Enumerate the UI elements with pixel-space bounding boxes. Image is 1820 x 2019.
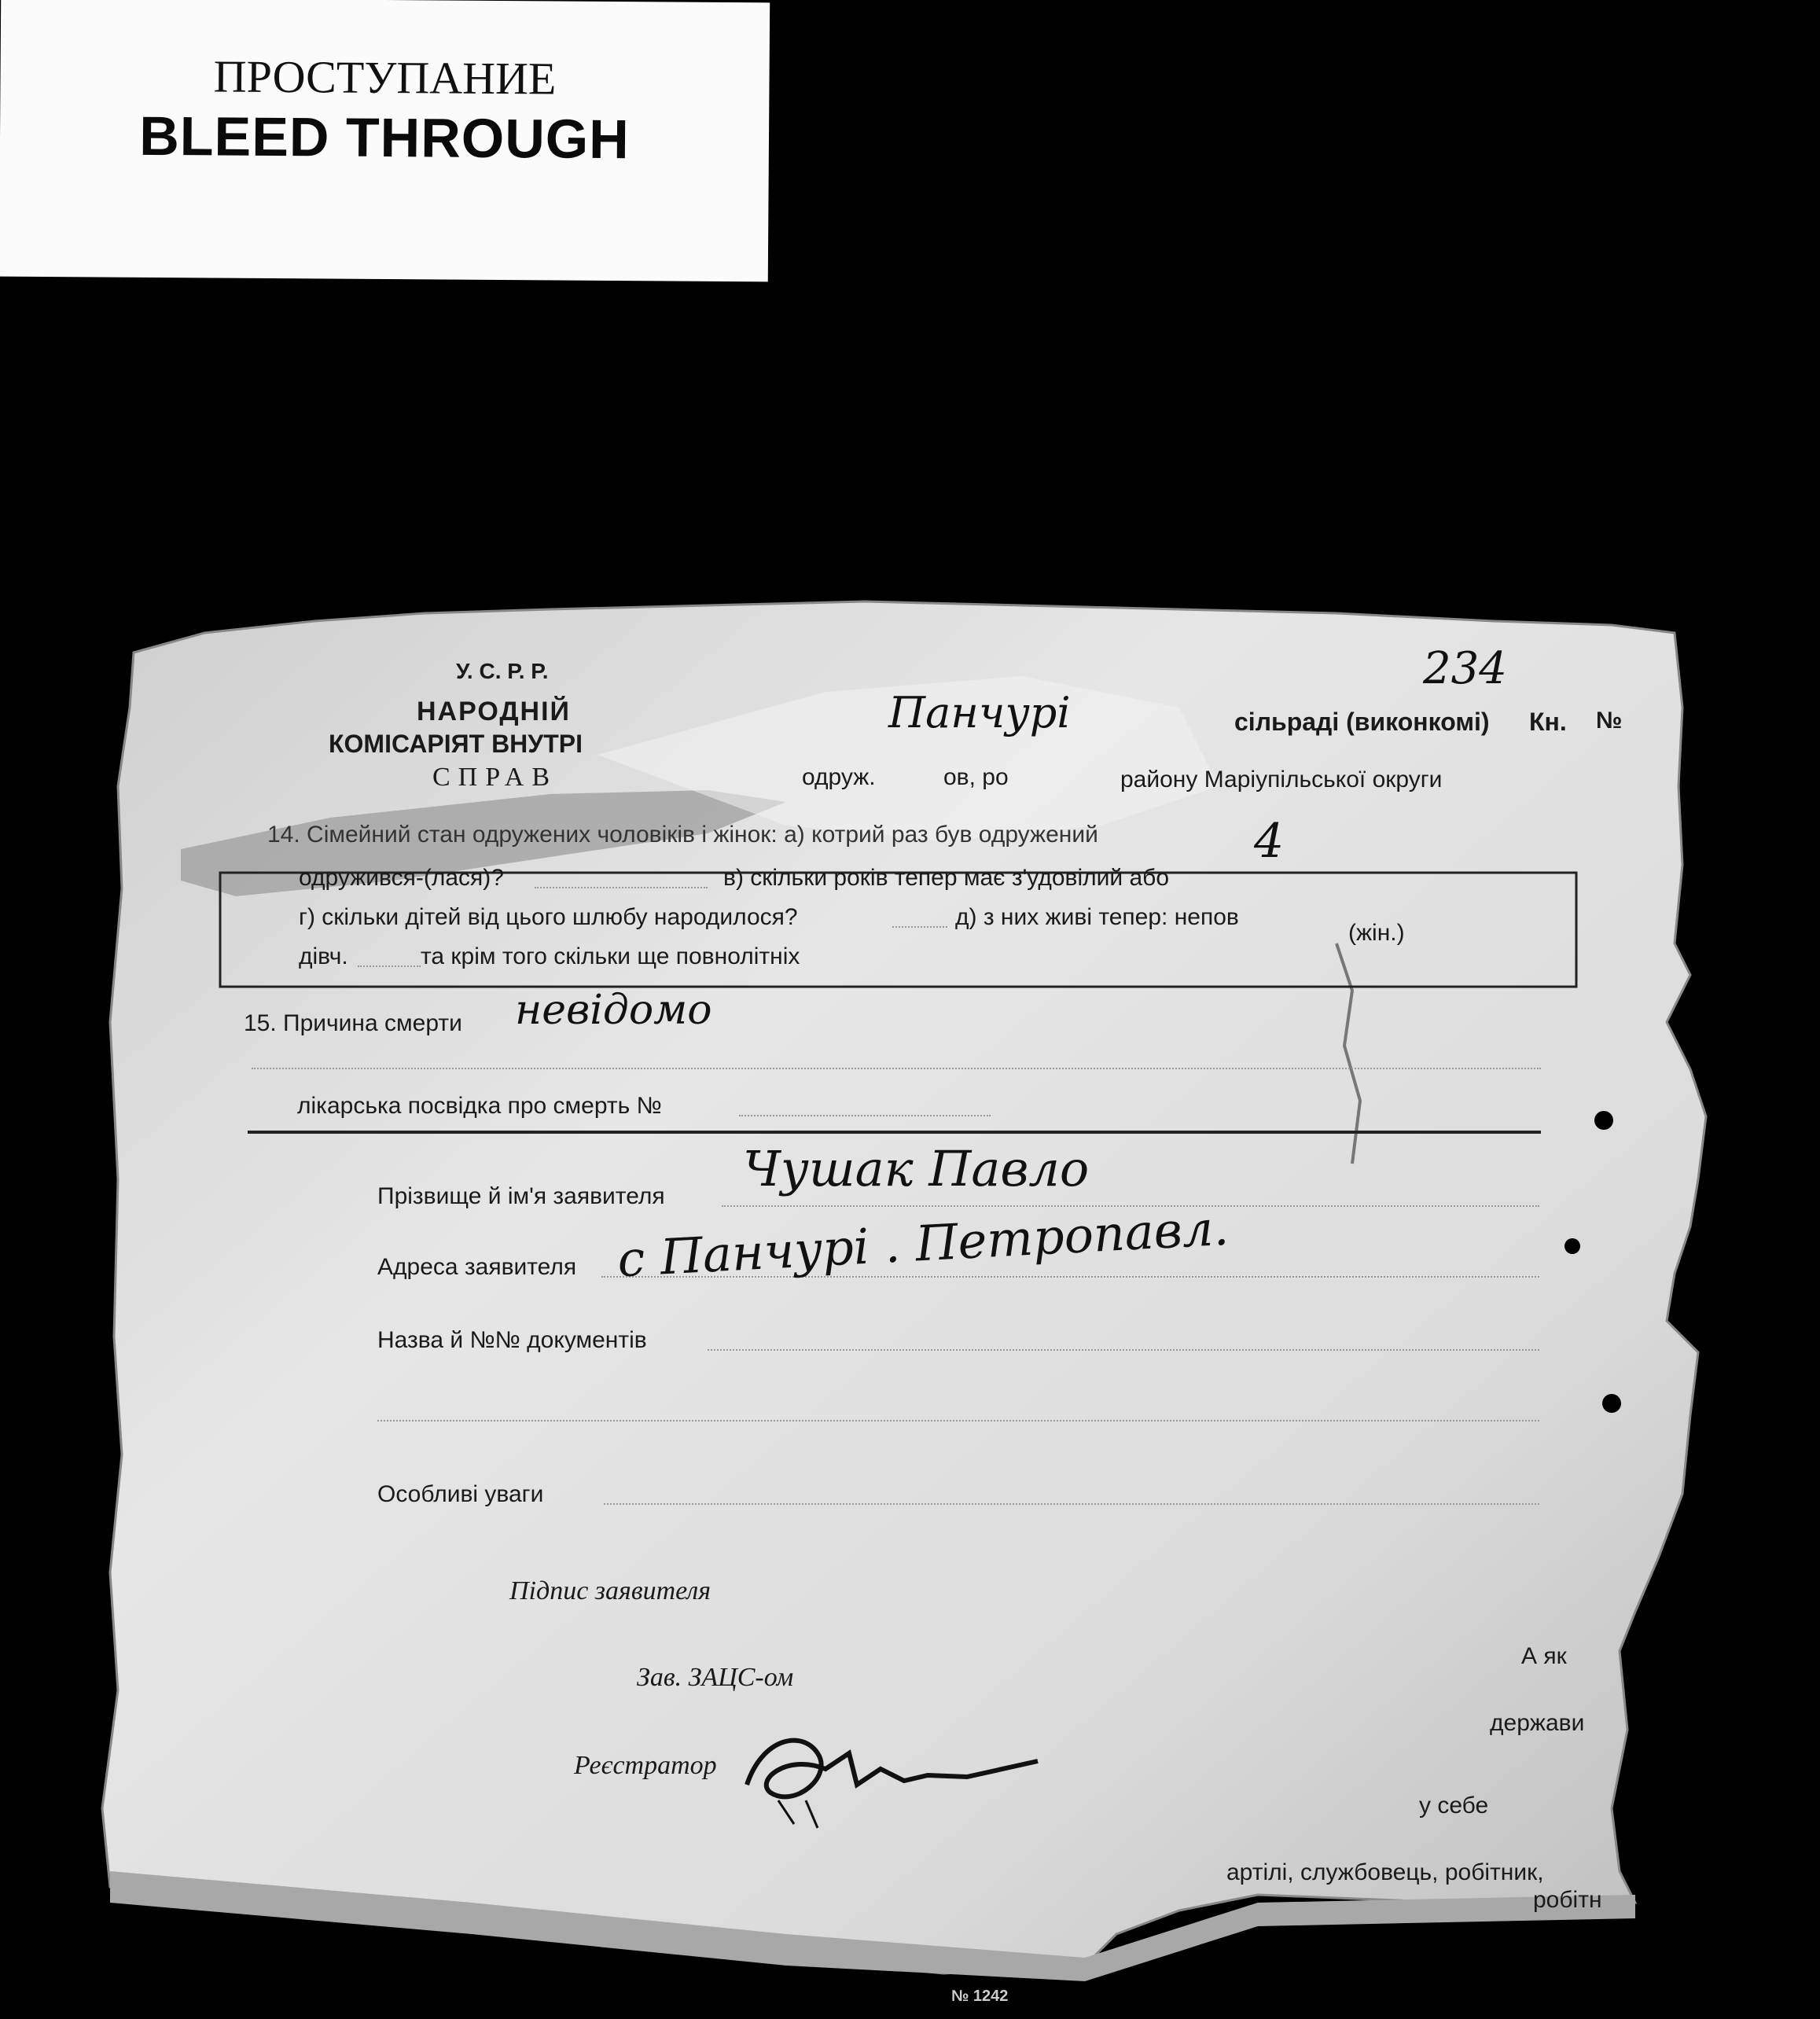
married-partial: одруж.: [802, 764, 876, 790]
number-sign: №: [1596, 708, 1623, 734]
section14-married: одружився-(лася)?: [299, 865, 504, 891]
fragment-text: артілі, службовець, робітник,: [1226, 1859, 1544, 1885]
years-partial: ов, ро: [943, 764, 1009, 790]
dotted-field: [604, 1503, 1539, 1505]
org-line3: СПРАВ: [432, 763, 558, 792]
council-label: сільраді (виконкомі): [1234, 708, 1490, 736]
handwritten-count: 4: [1254, 814, 1285, 869]
section14-girls: дівч.: [299, 943, 348, 969]
book-label: Кн.: [1529, 708, 1567, 736]
org-line2: КОМІСАРІЯТ ВНУТРІ: [329, 730, 583, 758]
registrar-label: Реєстратор: [574, 1751, 717, 1780]
dotted-field: [535, 887, 708, 888]
cause-of-death-label: 15. Причина смерти: [244, 1010, 462, 1036]
org-line1: НАРОДНІЙ: [417, 697, 571, 726]
handwritten-applicant-address: с Панчурі . Петропавл.: [616, 1198, 1230, 1289]
documents-label: Назва й №№ документів: [377, 1327, 647, 1353]
stamp-text-en: BLEED THROUGH: [138, 105, 631, 171]
applicant-name-label: Прізвище й ім'я заявителя: [377, 1183, 665, 1209]
archive-number: № 1242: [951, 1988, 1009, 2005]
registrar-signature: [731, 1722, 1061, 1832]
republic-label: У. С. Р. Р.: [456, 659, 549, 683]
section14-women: (жін.): [1348, 920, 1405, 946]
fragment-text: А як: [1521, 1643, 1567, 1669]
dotted-field: [739, 1115, 991, 1116]
section14-adults: та крім того скільки ще повнолітніх: [421, 943, 800, 969]
handwritten-village: Панчурі: [888, 688, 1071, 737]
fragment-text: у себе: [1419, 1793, 1489, 1819]
section14-widowed: в) скільки років тепер має з'удовілий або: [723, 865, 1170, 891]
handwritten-cause: невідомо: [515, 987, 712, 1034]
section14-children: г) скільки дітей від цього шлюбу народилося?: [299, 904, 798, 930]
special-notes-label: Особливі уваги: [377, 1481, 544, 1507]
handwritten-number: 234: [1423, 643, 1507, 694]
district-label: району Маріупільської округи: [1120, 767, 1443, 793]
dotted-field: [377, 1420, 1539, 1421]
applicant-address-label: Адреса заявителя: [377, 1254, 577, 1280]
fragment-text: держави: [1490, 1710, 1585, 1736]
applicant-signature-label: Підпис заявителя: [509, 1576, 711, 1605]
dotted-field: [252, 1068, 1541, 1069]
dotted-field: [358, 965, 421, 967]
stamp-text-ru: ПРОСТУПАНИЕ: [213, 50, 557, 105]
medical-certificate-label: лікарська посвідка про смерть №: [297, 1093, 662, 1119]
fragment-text: робітн: [1533, 1887, 1602, 1913]
section14-alive: д) з них живі тепер: непов: [955, 904, 1239, 930]
zags-head-label: Зав. ЗАЦС-ом: [637, 1663, 794, 1692]
handwritten-applicant-name: Чушак Павло: [743, 1140, 1090, 1197]
dotted-field: [892, 926, 947, 928]
section14-line1: 14. Сімейний стан одружених чоловіків і жінок: а) котрий раз був одружений: [267, 822, 1098, 848]
dotted-field: [708, 1349, 1539, 1351]
